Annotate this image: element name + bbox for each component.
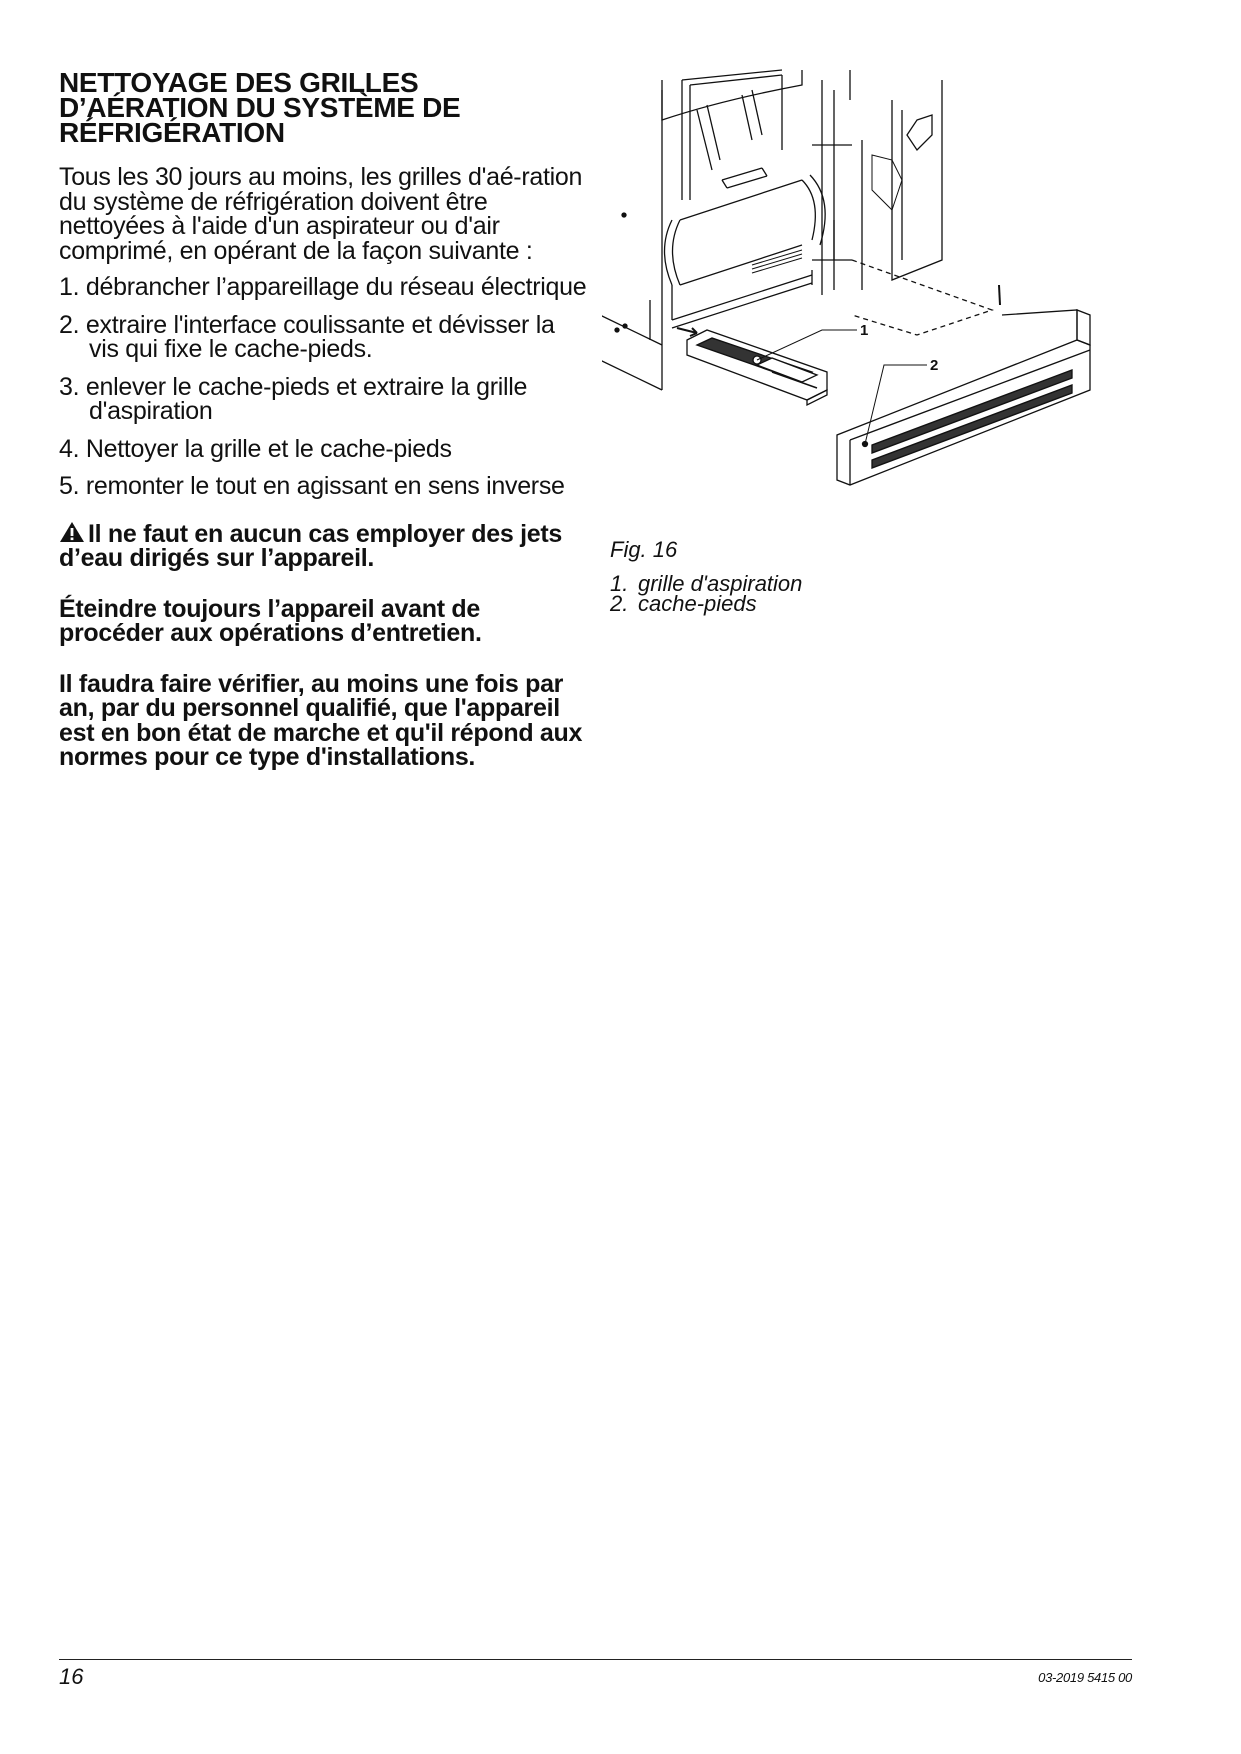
figure-caption (610, 537, 803, 616)
main-text-column (59, 67, 587, 771)
callout-2: 2 (930, 357, 939, 374)
step-item: 1. débrancher l’appareillage du réseau électrique (59, 273, 587, 301)
step-item: 3. enlever le cache-pieds et extraire la grille d'aspiration (59, 372, 528, 425)
step-item: 2. extraire l'interface coulissante et dévisser la vis qui fixe le cache-pieds. (59, 310, 555, 363)
appliance-cabinet (602, 70, 942, 390)
figure-title: Fig. 16 (610, 537, 678, 562)
suction-grille (677, 328, 827, 405)
step-item: 5. remonter le tout en agissant en sens inverse (59, 472, 565, 500)
page-number: 16 (59, 1664, 84, 1689)
cleaning-grilles-illustration (602, 60, 1142, 520)
section-title: NETTOYAGE DES GRILLES D’AÉRATION DU SYSTÈME DE RÉFRIGÉRATION (59, 67, 461, 148)
callout-1: 1 (860, 322, 869, 339)
kick-plate (837, 285, 1090, 485)
annual-check-note: Il faudra faire vérifier, au moins une fois par an, par du personnel qualifié, que l'appareil est en bon état de marche et qu'il répond aux normes pour ce type d'installations. (59, 669, 583, 771)
legend-item: 2. cache-pieds (610, 591, 757, 616)
warning-paragraph (59, 521, 587, 571)
legend-item: 1. grille d'aspiration (610, 571, 803, 596)
callout-leaders (757, 330, 927, 444)
intro-paragraph: Tous les 30 jours au moins, les grilles d'aé-ration du système de réfrigération doivent être nettoyées à l'aide d'un aspirateur ou d'air comprimé, en opérant de la façon suivante : (59, 163, 583, 265)
dashed-guide-line (852, 260, 992, 335)
switch-off-note: Éteindre toujours l’appareil avant de procéder aux opérations d’entretien. (59, 594, 482, 647)
procedure-steps (59, 275, 587, 499)
document-code: 03-2019 5415 00 (1038, 1670, 1132, 1685)
footer-divider (59, 1659, 1132, 1660)
step-item: 4. Nettoyer la grille et le cache-pieds (59, 434, 452, 463)
warning-triangle-icon (59, 521, 85, 543)
warning-text: Il ne faut en aucun cas employer des jets d’eau dirigés sur l’appareil. (59, 519, 562, 572)
